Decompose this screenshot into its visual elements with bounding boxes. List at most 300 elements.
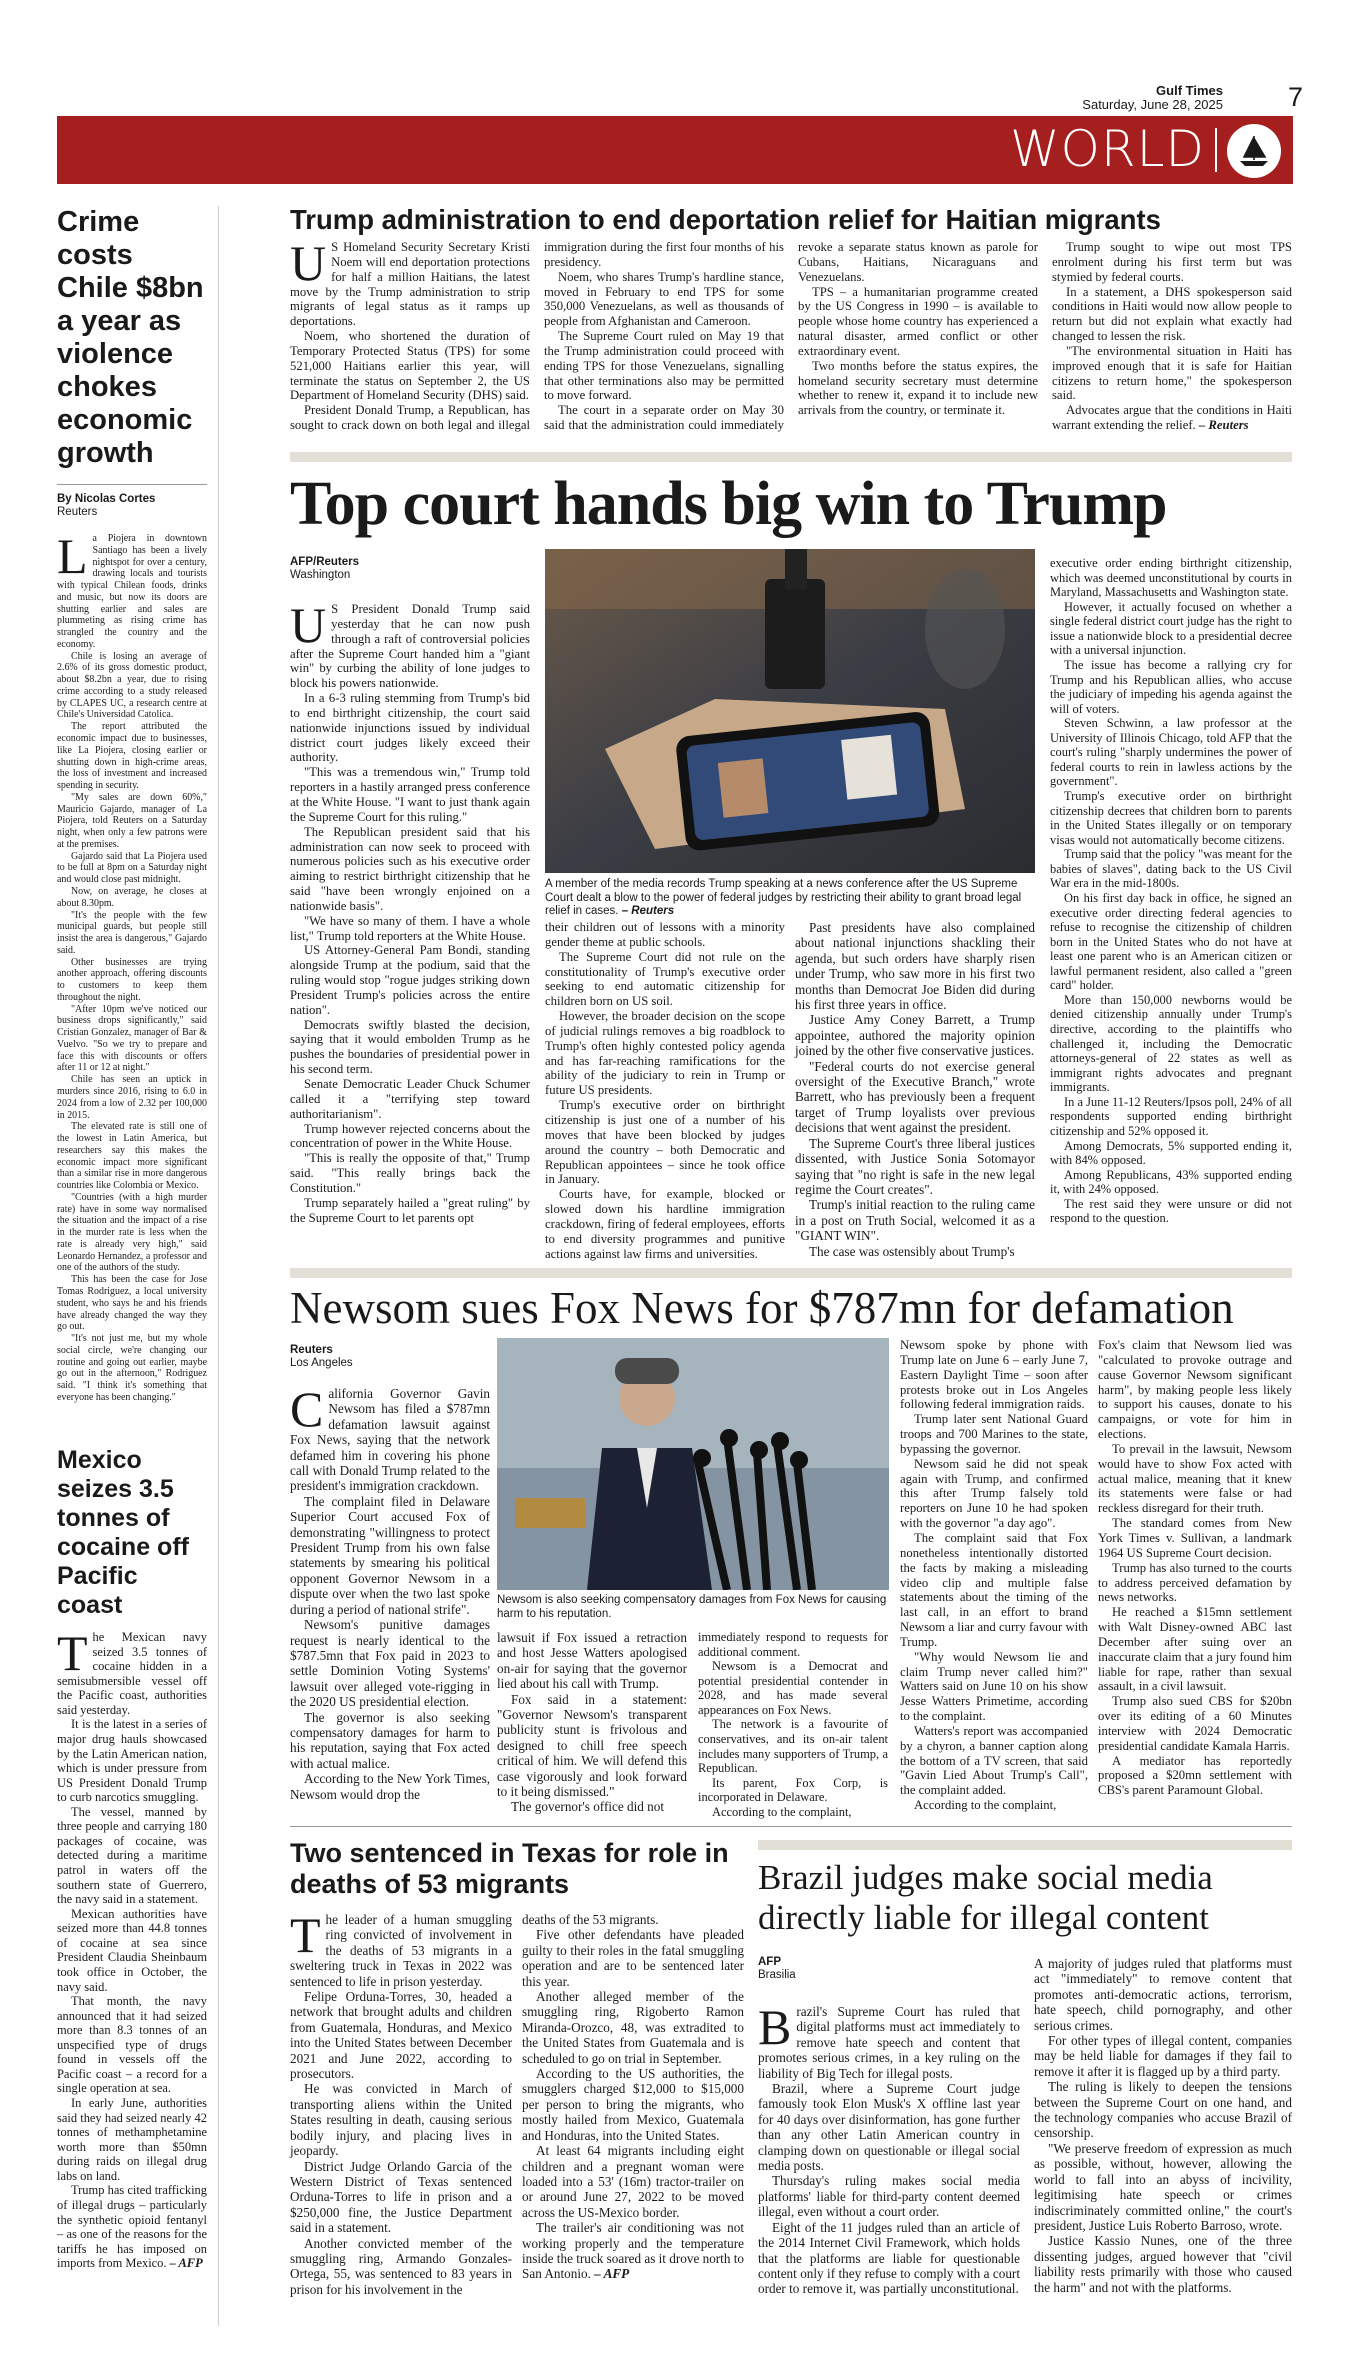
- newsom-col5-text: To prevail in the lawsuit, Newsom would have to show Fox acted with actual malice, meaning that it knew its statements were false or had reckless disregard for their truth.: [1098, 1441, 1292, 1516]
- brazil-col1-paragraph: [758, 2173, 1020, 2219]
- court-col1-text: The Republican president said that his administration can now seek to proceed with numerous policies such as his executive order aiming to restrict birthright citizenship that he said "have been wrongly enjoined on a nationwide basis".: [290, 824, 530, 913]
- newsom-col4-text: "Why would Newsom lie and claim Trump never called him?" Watters said on June 10 on his show Jesse Watters Primetime, according to the complaint.: [900, 1649, 1088, 1724]
- newsom-col1-paragraph: [290, 1494, 490, 1617]
- court-col2-paragraph: [545, 920, 785, 950]
- haiti-body-text: Advocates argue that the conditions in Haiti warrant extending the relief.: [1052, 403, 1292, 433]
- newsom-col5-paragraph: [1098, 1442, 1292, 1516]
- mexico-body-text: Trump has cited trafficking of illegal drugs – particularly the synthetic opioid fentanyl – as one of the reasons for the tariffs he has imposed on imports from Mexico.: [57, 2183, 207, 2271]
- haiti-article: [290, 204, 1292, 440]
- chile-body-text: The elevated rate is still one of the lowest in Latin America, but researchers say this makes the economic impact more significant than a similar rise in more dangerous countries like Colombia or Mexico.: [57, 1121, 207, 1192]
- chile-body-text: The report attributed the economic impact due to businesses, like La Piojera, closing earlier or shutting down in high-crime areas, the loss of investment and increased spending in security.: [57, 721, 207, 792]
- texas-col2-paragraph: [522, 2066, 744, 2143]
- mexico-body-text: he Mexican navy seized 3.5 tonnes of cocaine hidden in a semisubmersible vessel off the Pacific coast, authorities said yesterday.: [57, 1630, 207, 1717]
- court-col3-text: Justice Amy Coney Barrett, a Trump appointee, authored the majority opinion joined by the other five conservative justices.: [795, 1012, 1035, 1059]
- mexico-body-paragraph: [57, 2183, 207, 2270]
- mexico-body-paragraph: [57, 2096, 207, 2183]
- newsom-col5-text: Fox's claim that Newsom lied was "calculated to provoke outrage and cause Governor Newsom significant harm", by making people less likely to support his causes, donate to his campaigns, or vote for him in elections.: [1098, 1338, 1292, 1442]
- brazil-col1: [758, 1956, 1020, 2297]
- newsom-col4-text: Newsom said he did not speak again with Trump, and confirmed this after Trump falsely told reporters on June 10 he had spoken with the governor "a day ago".: [900, 1456, 1088, 1531]
- texas-col2-paragraph: [522, 1927, 744, 1989]
- court-agency: AFP/Reuters: [290, 556, 360, 568]
- court-col1-text: US Attorney-General Pam Bondi, standing alongside Trump at the podium, said that the ruling would stop "rogue judges striking down President Trump's policies across the entire nation".: [290, 943, 530, 1017]
- court-caption-credit: – Reuters: [621, 905, 675, 917]
- chile-body-text: Other businesses are trying another approach, offering discounts to customers to keep them throughout the night.: [57, 956, 207, 1003]
- court-col4-paragraph: [1050, 600, 1292, 658]
- newsom-col5-text: Trump has also turned to the courts to address perceived defamation by news networks.: [1098, 1560, 1292, 1605]
- court-col2-text: The Supreme Court did not rule on the constitutionality of Trump's executive order seeking to end automatic citizenship for children born on US soil.: [545, 949, 785, 1009]
- newsom-col3-paragraph: [698, 1776, 888, 1805]
- chile-headline: Crime costs Chile $8bn a year as violence chokes economic growth: [57, 206, 204, 469]
- brazil-col1-body: [758, 1999, 1020, 2297]
- texas-col1-paragraph: [290, 1907, 512, 1989]
- court-col3-text: Trump's initial reaction to the ruling came in a post on Truth Social, welcomed it as a "GIANT WIN".: [795, 1197, 1035, 1244]
- newsom-col5-text: He reached a $15mn settlement with Walt Disney-owned ABC last December after suing over an inaccurate claim that a jury found him liable for rape, rather than sexual assault, in a civil lawsuit.: [1098, 1605, 1292, 1694]
- chile-byline: [57, 493, 207, 519]
- newsom-col3-text: Newsom is a Democrat and potential presidential contender in 2028, and has made several appearances on Fox News.: [698, 1659, 888, 1717]
- haiti-body-text: In a statement, a DHS spokesperson said conditions in Haiti would now allow people to return but did not explain what exactly had changed to lessen the risk.: [1052, 284, 1292, 344]
- court-col1-paragraph: [290, 597, 530, 691]
- brazil-col1-paragraph: [758, 2220, 1020, 2297]
- chile-body-text: This has been the case for Jose Tomas Rodriguez, a local university student, who says he and his friends have already changed the way they go out.: [57, 1274, 207, 1333]
- court-col2-body: [545, 920, 785, 1261]
- chile-body-paragraph: [57, 1121, 207, 1192]
- newsom-col2-text: Fox said in a statement: "Governor Newsom's transparent publicity stunt is frivolous and designed to chill free speech critical of him. We will defend this case vigorously and look forward to it being dismissed.": [497, 1691, 687, 1800]
- court-col4-paragraph: [1050, 1139, 1292, 1168]
- court-col3-paragraph: [795, 1012, 1035, 1058]
- texas-headline: Two sentenced in Texas for role in deaths of 53 migrants: [290, 1838, 729, 1899]
- haiti-body-text: "The environmental situation in Haiti has improved enough that it is safe for Haitian citizens to return home," the spokesperson said.: [1052, 343, 1292, 403]
- court-col2-text: their children out of lessons with a minority gender theme at public schools.: [545, 920, 785, 949]
- texas-col2-text: At least 64 migrants including eight children and a pregnant woman were loaded into a 53' (16m) tractor-trailer on or around June 27, 2022 to be moved across the US-Mexico border.: [522, 2143, 744, 2220]
- haiti-body-text: Two months before the status expires, the homeland security secretary must determine whether to renew it, expand it to include new arrivals from the country, or terminate it.: [798, 358, 1038, 418]
- newsom-col3-text: According to the complaint,: [712, 1804, 852, 1819]
- newsom-podium-image: [497, 1338, 889, 1590]
- newsom-col3-paragraph: [698, 1659, 888, 1717]
- haiti-body-paragraph: [798, 359, 1038, 418]
- newsom-col5-paragraph: [1098, 1754, 1292, 1799]
- texas-col2-text: deaths of the 53 migrants.: [522, 1912, 659, 1927]
- texas-col1-paragraph: [290, 2159, 512, 2236]
- newsom-col5-text: A mediator has reportedly proposed a $20mn settlement with CBS's parent Paramount Global.: [1098, 1753, 1292, 1798]
- newsom-col5-paragraph: [1098, 1516, 1292, 1561]
- court-col1-text: Trump however rejected concerns about the concentration of power in the White House.: [290, 1121, 530, 1151]
- newsom-col4-paragraph: [900, 1457, 1088, 1531]
- publication-name: Gulf Times: [1156, 83, 1223, 98]
- texas-col1-text: Felipe Orduna-Torres, 30, headed a network that brought adults and children from Guatemala, Honduras, and Mexico into the United States between December 2021 and June 2022, according to prosecutors.: [290, 1989, 512, 2082]
- texas-col2-text: The trailer's air conditioning was not working properly and the temperature inside the truck soared as it drove north to San Antonio.: [522, 2220, 744, 2282]
- court-col3-paragraph: [795, 920, 1035, 1012]
- newsom-agency: Reuters: [290, 1344, 333, 1356]
- newsom-col4-paragraph: [900, 1650, 1088, 1724]
- mexico-body-dropcap: T: [57, 1625, 88, 1681]
- court-col4-text: Steven Schwinn, a law professor at the University of Illinois Chicago, told AFP that the court's ruling "sharply undermines the power of federal courts to rein in lawless actions by the government".: [1050, 716, 1292, 789]
- court-col2-paragraph: [545, 1009, 785, 1098]
- brazil-col1-paragraph: [758, 1999, 1020, 2081]
- court-col4-text: In a June 11-12 Reuters/Ipsos poll, 24% of all respondents supported ending birthright citizenship and 52% opposed it.: [1050, 1094, 1292, 1138]
- chile-body-paragraph: [57, 1074, 207, 1121]
- chile-rule: [57, 484, 207, 485]
- court-col4-text: More than 150,000 newborns would be denied citizenship annually under Trump's directive, according to the plaintiffs who challenged it, including the Democratic attorneys-general of 22 states as well as immigrant rights advocates and pregnant immigrants.: [1050, 992, 1292, 1095]
- court-col1-text: In a 6-3 ruling stemming from Trump's bid to end birthright citizenship, the court said nationwide injunctions issued by individual district court judges likely exceed their authority.: [290, 691, 530, 765]
- newsom-col2-text: The governor's office did not: [511, 1799, 665, 1815]
- press-conference-image: [545, 549, 1035, 873]
- haiti-body-text: Noem, who shares Trump's hardline stance, moved in February to end TPS for some 350,000 Venezuelans, as well as thousands of people from Afghanistan and Cameroon.: [544, 269, 784, 329]
- court-col3-text: Past presidents have also complained about national injunctions shackling their agenda, but such orders have sharply risen under Trump, who saw more in his first two months than Democrat Joe Biden did during his first three years in office.: [795, 920, 1035, 1013]
- newsom-col2-text: lawsuit if Fox issued a retraction and host Jesse Watters apologised on-air for saying that the governor lied about his call with Trump.: [497, 1630, 687, 1692]
- haiti-body-paragraph: [1052, 403, 1292, 433]
- court-col1-paragraph: [290, 691, 530, 765]
- texas-col1-paragraph: [290, 2236, 512, 2298]
- chile-body-paragraph: [57, 528, 207, 651]
- court-col1-paragraph: [290, 765, 530, 824]
- brazil-article: [758, 1858, 1292, 1938]
- texas-col1-text: He was convicted in March of transporting aliens within the United States resulting in death, causing serious bodily injury, and placing lives in jeopardy.: [290, 2081, 512, 2159]
- court-col1-paragraph: [290, 1196, 530, 1226]
- court-headline: Top court hands big win to Trump: [290, 470, 1167, 538]
- court-col3-body: [795, 920, 1035, 1259]
- newsom-col2-paragraph: [497, 1799, 687, 1814]
- court-col1-paragraph: [290, 1077, 530, 1122]
- brazil-byline: [758, 1956, 1020, 1982]
- masthead: [0, 0, 1351, 116]
- court-col1-paragraph: [290, 1151, 530, 1196]
- haiti-body-paragraph: [1052, 285, 1292, 344]
- section-title: WORLD: [1010, 120, 1205, 178]
- chile-body-paragraph: [57, 651, 207, 722]
- newsom-article: [290, 1282, 1292, 1334]
- chile-body-text: Now, on average, he closes at about 8.30pm.: [57, 885, 207, 909]
- court-col4-text: Among Republicans, 43% supported ending it, with 24% opposed.: [1050, 1167, 1292, 1197]
- haiti-body-text: The court in a separate order on May 30 said that the administration could immediately revoke a separate status known as parole for Cubans, Haitians, Nicaraguans and Venezuelans.: [544, 240, 1038, 433]
- newsom-col4-paragraph: [900, 1338, 1088, 1412]
- court-col4-body: [1050, 556, 1292, 1226]
- haiti-headline: Trump administration to end deportation relief for Haitian migrants: [290, 204, 1161, 235]
- chile-body-paragraph: [57, 910, 207, 957]
- court-col1-paragraph: [290, 825, 530, 914]
- court-caption-text: A member of the media records Trump speaking at a news conference after the US Supreme Court dealt a blow to the power of federal judges by restricting their ability to grant broad legal relief in cases.: [545, 878, 1022, 917]
- chile-body-paragraph: [57, 721, 207, 792]
- brazil-col2-body: [1034, 1956, 1292, 2295]
- court-col4-text: Trump's executive order on birthright citizenship decrees that children born to parents in the United States illegally or on temporary visas would not automatically become citizens.: [1050, 789, 1292, 847]
- chile-body-paragraph: [57, 1004, 207, 1075]
- court-col1-paragraph: [290, 943, 530, 1017]
- haiti-body-paragraph: [544, 329, 784, 403]
- newsom-col4-text: Watters's report was accompanied by a chyron, a banner caption along the bottom of a TV screen, that said "Gavin Lied About Trump's Call", the complaint added.: [900, 1723, 1088, 1798]
- haiti-body-paragraph: [798, 285, 1038, 359]
- newsom-col4-text: According to the complaint,: [914, 1798, 1057, 1813]
- texas-col1-text: Another convicted member of the smuggling ring, Armando Gonzales-Ortega, 55, was sentenced to 83 years in prison for his involvement in the: [290, 2235, 512, 2297]
- newsom-col1-text: alifornia Governor Gavin Newsom has filed a $787mn defamation lawsuit against Fox News, saying that the network defamed him in covering his phone call with Donald Trump related to the president's immigration crackdown.: [290, 1386, 490, 1494]
- mexico-body-text: That month, the navy announced that it had seized more than 8.3 tonnes of an unspecified type of drugs found in vessels off the Pacific coast – a record for a single operation at sea.: [57, 1994, 207, 2096]
- court-caption: [545, 878, 1035, 919]
- court-col3-text: The case was ostensibly about Trump's: [809, 1243, 1015, 1259]
- chile-body-text: "It's the people with the few municipal guards, but people still insist the area is dangerous," Gajardo said.: [57, 909, 207, 956]
- court-col4-text: executive order ending birthright citizenship, which was deemed unconstitutional by courts in Maryland, Massachusetts and Washington state.: [1050, 556, 1292, 600]
- texas-col1-body: [290, 1907, 512, 2297]
- mexico-body: [57, 1625, 207, 2271]
- newsom-col2-body: [497, 1630, 687, 1815]
- haiti-body-signoff: – Reuters: [1195, 418, 1249, 433]
- chile-author: By Nicolas Cortes: [57, 493, 156, 505]
- haiti-body-text: The Supreme Court ruled on May 19 that the Trump administration could proceed with ending TPS for those Venezuelans, signalling that other terminations also may be permitted to move forward.: [544, 329, 784, 403]
- section-banner: [57, 116, 1293, 184]
- texas-col1-text: District Judge Orlando Garcia of the Western District of Texas sentenced Orduna-Torres to life in prison and a $250,000 fine, the Justice Department said in a statement.: [290, 2158, 512, 2236]
- mexico-body-text: In early June, authorities said they had seized nearly 42 tonnes of methamphetamine worth more than $50mn during raids on illegal drug labs on land.: [57, 2096, 207, 2183]
- haiti-body-paragraph: [290, 235, 530, 329]
- court-col4-paragraph: [1050, 658, 1292, 716]
- court-col4-paragraph: [1050, 1095, 1292, 1139]
- haiti-body-paragraph: [290, 329, 530, 403]
- brazil-col2-paragraph: [1034, 2141, 1292, 2233]
- court-col3-text: The Supreme Court's three liberal justices dissented, with Justice Sonia Sotomayor saying that "no right is safe in the new legal regime the Court creates".: [795, 1135, 1035, 1197]
- haiti-body-text: Trump sought to wipe out most TPS enrolment during his first term but was stymied by federal courts.: [1052, 240, 1292, 284]
- court-col4-text: Trump said that the policy "was meant for the babies of slaves", dating back to the US Civil War era in the mid-1800s.: [1050, 847, 1292, 891]
- chile-body-text: "Countries (with a high murder rate) have in some way normalised the situation and the impact of a rise in the murder rate is less when the rate is already very high," said Leonardo Hernandez, a professor and one of the authors of the study.: [57, 1191, 207, 1274]
- chile-body-paragraph: [57, 1333, 207, 1404]
- court-col4-paragraph: [1050, 556, 1292, 600]
- mexico-body-paragraph: [57, 1994, 207, 2096]
- newsom-col4-paragraph: [900, 1531, 1088, 1650]
- court-col4-text: On his first day back in office, he signed an executive order directing federal agencies to refuse to recognise the citizenship of children born in the United States who do not have at least one parent who is an American citizen or lawful permanent resident, also called a "green card" holder.: [1050, 890, 1292, 993]
- court-col4-paragraph: [1050, 993, 1292, 1095]
- court-col4-text: However, it actually focused on whether a single federal district court judge has the right to issue a nationwide block to a presidential decree with a universal injunction.: [1050, 599, 1292, 658]
- newsom-col1: [290, 1344, 490, 1802]
- mexico-headline: Mexico seizes 3.5 tonnes of cocaine off Pacific coast: [57, 1446, 189, 1619]
- court-col1-dropcap: U: [290, 597, 327, 653]
- brazil-col2-text: For other types of illegal content, companies may be held liable for damages if they fail to remove it after it is flagged up by a third party.: [1034, 2033, 1292, 2079]
- haiti-body: [290, 235, 1292, 440]
- brazil-col2-text: Justice Kassio Nunes, one of the three dissenting judges, argued however that "civil liability rests primarily with those who caused the harm" and not with the platforms.: [1034, 2233, 1292, 2295]
- court-col4-text: Among Democrats, 5% supported ending it, with 84% opposed.: [1050, 1138, 1292, 1168]
- newsom-col3-paragraph: [698, 1717, 888, 1775]
- court-article: [290, 466, 1292, 542]
- newsom-col5-paragraph: [1098, 1561, 1292, 1606]
- left-column-divider: [218, 206, 219, 2326]
- newsom-dateline: Los Angeles: [290, 1357, 353, 1369]
- newsom-col1-text: Newsom's punitive damages request is nearly identical to the $787.5mn that Fox paid in 2023 to settle Dominion Voting Systems' lawsuit over alleged vote-rigging in the 2020 US presidential election.: [290, 1617, 490, 1710]
- court-col4-paragraph: [1050, 789, 1292, 847]
- mexico-body-text: The vessel, manned by three people and carrying 180 packages of cocaine, was detected during a maritime patrol in waters off the southern state of Guerrero, the navy said in a statement.: [57, 1804, 207, 1907]
- newsom-col3-text: immediately respond to requests for additional comment.: [698, 1630, 888, 1659]
- brazil-col2-text: A majority of judges ruled that platforms must act "immediately" to remove content that promotes anti-democratic actions, terrorism, hate speech, child pornography, and other serious crimes.: [1034, 1956, 1292, 2033]
- texas-article: [290, 1838, 750, 1900]
- mexico-body-paragraph: [57, 1625, 207, 1717]
- haiti-body-text: S Homeland Security Secretary Kristi Noem will end deportation protections for half a million Haitians, the latest move by the Trump administration to strip migrants of legal status as it ramps up deportations.: [290, 240, 530, 329]
- court-col2-text: However, the broader decision on the scope of judicial rulings removes a big roadblock to Trump's often highly contested policy agenda and has far-reaching ramifications for the ability of the judiciary to rein in Trump or future US presidents.: [545, 1009, 785, 1098]
- haiti-divider: [290, 452, 1292, 462]
- newsom-col1-paragraph: [290, 1381, 490, 1494]
- haiti-body-text: TPS – a humanitarian programme created by the US Congress in 1990 – is available to people whose home country has experienced a natural disaster, armed conflict or other extraordinary event.: [798, 284, 1038, 358]
- texas-col2-text: According to the US authorities, the smugglers charged $12,000 to $15,000 per person to bring the migrants, who mostly hailed from Mexico, Guatemala and Honduras, into the United States.: [522, 2066, 744, 2143]
- newsom-col3-paragraph: [698, 1805, 888, 1820]
- court-col4-paragraph: [1050, 1168, 1292, 1197]
- chile-body-paragraph: [57, 886, 207, 910]
- chile-body-paragraph: [57, 1274, 207, 1333]
- newsom-col1-paragraph: [290, 1710, 490, 1772]
- chile-body: [57, 528, 207, 1404]
- court-col2-paragraph: [545, 1187, 785, 1261]
- brazil-headline: Brazil judges make social media directly liable for illegal content: [758, 1858, 1213, 1937]
- texas-col1-paragraph: [290, 1989, 512, 2081]
- brazil-col2-paragraph: [1034, 1956, 1292, 2033]
- texas-col2-paragraph: [522, 1989, 744, 2066]
- newsom-byline: [290, 1344, 490, 1370]
- brazil-dateline: Brasilia: [758, 1969, 796, 1981]
- court-col1-text: Trump separately hailed a "great ruling" by the Supreme Court to let parents opt: [290, 1195, 530, 1225]
- court-col4-paragraph: [1050, 1197, 1292, 1226]
- newsom-col4-paragraph: [900, 1798, 1088, 1813]
- newsom-col4-text: Newsom spoke by phone with Trump late on June 6 – early June 7, Eastern Daylight Time – soon after protests broke out in Los Angeles following federal immigration raids.: [900, 1338, 1088, 1412]
- mexico-body-text: Mexican authorities have seized more than 44.8 tonnes of cocaine at sea since President Claudia Sheinbaum took office in October, the navy said.: [57, 1906, 207, 1994]
- brazil-col2-paragraph: [1034, 2033, 1292, 2079]
- court-col1-paragraph: [290, 914, 530, 944]
- court-photo: [545, 549, 1035, 873]
- newsom-photo: [497, 1338, 889, 1590]
- court-col3-paragraph: [795, 1059, 1035, 1136]
- court-col1-paragraph: [290, 1122, 530, 1152]
- court-col2-text: Courts have, for example, blocked or slowed down his hardline immigration crackdown, firing of federal employees, efforts to end diversity programmes and punitive actions against law firms and universities.: [545, 1187, 785, 1261]
- newsom-divider: [290, 1826, 1292, 1827]
- court-col1-text: "This was a tremendous win," Trump told reporters in a hastily arranged press conference at the White House. "I want to just thank again the Supreme Court for this ruling.": [290, 765, 530, 824]
- publication-info: [1082, 84, 1223, 112]
- court-col4-text: The rest said they were unsure or did not respond to the question.: [1050, 1196, 1292, 1226]
- haiti-body-dropcap: U: [290, 235, 327, 291]
- texas-col2-text: Another alleged member of the smuggling ring, Rigoberto Ramon Miranda-Orozco, 48, was extradited to the United States from Guatemala and is scheduled to go on trial in September.: [522, 1989, 744, 2066]
- newsom-col5-body: [1098, 1338, 1292, 1798]
- haiti-body-paragraph: [1052, 344, 1292, 403]
- newsom-col5-text: The standard comes from New York Times v. Sullivan, a landmark 1964 US Supreme Court decision.: [1098, 1516, 1292, 1560]
- brazil-col1-text: Eight of the 11 judges ruled than an article of the 2014 Internet Civil Framework, which holds that the platforms are liable for questionable content only if they refuse to comply with a court order to remove it, was partially unconstitutional.: [758, 2219, 1020, 2297]
- chile-body-text: Chile has seen an uptick in murders since 2016, rising to 6.0 in 2024 from a low of 2.32 per 100,000 in 2015.: [57, 1074, 207, 1121]
- newsom-col1-text: The governor is also seeking compensatory damages for harm to his reputation, saying that Fox acted with actual malice.: [290, 1709, 490, 1771]
- texas-col2-paragraph: [522, 2220, 744, 2282]
- chile-body-paragraph: [57, 957, 207, 1004]
- texas-col1-dropcap: T: [290, 1907, 321, 1963]
- court-col4-paragraph: [1050, 891, 1292, 993]
- brazil-col1-text: razil's Supreme Court has ruled that digital platforms must act immediately to remove hate speech and content that promotes serious crimes, in a key ruling on the liability of Big Tech for illegal posts.: [758, 2004, 1020, 2081]
- court-col4-paragraph: [1050, 716, 1292, 789]
- court-col1-paragraph: [290, 1018, 530, 1077]
- chile-agency: Reuters: [57, 506, 98, 518]
- brazil-top-rule: [758, 1840, 1292, 1850]
- mexico-article: [57, 1446, 207, 2271]
- texas-col1-paragraph: [290, 2081, 512, 2158]
- court-col1-text: "This is really the opposite of that," Trump said. "This really brings back the Constitution.": [290, 1151, 530, 1195]
- chile-body-text: "My sales are down 60%," Mauricio Gajardo, manager of La Piojera, told Reuters on a Saturday night, when only a few patrons were at the premises.: [57, 791, 207, 850]
- court-col1-text: S President Donald Trump said yesterday that he can now push through a raft of controversial policies after the Supreme Court handed him a "giant win" by curbing the ability of lone judges to block his powers nationwide.: [290, 602, 530, 691]
- brazil-col1-paragraph: [758, 2081, 1020, 2173]
- court-col2-paragraph: [545, 950, 785, 1009]
- newsom-col5-paragraph: [1098, 1694, 1292, 1753]
- haiti-body-paragraph: [1052, 240, 1292, 285]
- chile-body-text: a Piojera in downtown Santiago has been a lively nightspot for over a century, drawing locals and tourists with typical Chilean foods, drinks and music, but now its doors are shutting earlier and sales are plummeting as rising crime has strangled the country and the economy.: [57, 533, 207, 650]
- newsom-col4-paragraph: [900, 1724, 1088, 1798]
- court-col1-text: Senate Democratic Leader Chuck Schumer called it a "terrifying step toward authoritarianism".: [290, 1077, 530, 1121]
- chile-body-paragraph: [57, 1192, 207, 1274]
- texas-col2-paragraph: [522, 1912, 744, 1927]
- brazil-col1-text: Thursday's ruling makes social media platforms' liable for third-party content deemed illegal, even without a court order.: [758, 2173, 1020, 2220]
- court-col2-text: Trump's executive order on birthright citizenship is just one of a number of his moves that have been blocked by judges around the country – both Democratic and Republican appointees – since he took office in January.: [545, 1098, 785, 1187]
- court-divider: [290, 1268, 1292, 1278]
- haiti-body-text: Noem, who shortened the duration of Temporary Protected Status (TPS) for some 521,000 Haitians earlier this year, will terminate the status on September 2, the US Department of Homeland Security (DHS) said.: [290, 329, 530, 403]
- court-col3-paragraph: [795, 1197, 1035, 1243]
- newsom-headline: Newsom sues Fox News for $787mn for defamation: [290, 1283, 1234, 1333]
- brazil-col1-text: Brazil, where a Supreme Court judge famously took Elon Musk's X offline last year for 40 days over disinformation, has gone further than any other Latin American country in clamping down on questionable or illegal social media posts.: [758, 2081, 1020, 2174]
- texas-col1-text: he leader of a human smuggling ring convicted of involvement in the deaths of 53 migrants in a sweltering truck in Texas in 2022 was sentenced to life in prison yesterday.: [290, 1912, 512, 1989]
- court-dateline: Washington: [290, 569, 351, 581]
- texas-col2-body: [522, 1912, 744, 2282]
- mexico-body-paragraph: [57, 1717, 207, 1804]
- newsom-col4-text: The complaint said that Fox nonetheless intentionally distorted the facts by making a misleading video clip and multiple false statements about the timing of the last call, in an effort to brand Newsom a liar and curry favour with Trump.: [900, 1530, 1088, 1649]
- chile-body-text: "After 10pm we've noticed our business drops significantly," said Cristian Gonzalez, manager of Bar & Vuelvo. "So we try to prepare and face this with discounts or offers after 11 or 12 at night.": [57, 1003, 207, 1074]
- texas-col2-text: Five other defendants have pleaded guilty to their roles in the fatal smuggling operation and are to be sentenced later this year.: [522, 1927, 744, 1989]
- chile-body-text: Chile is losing an average of 2.6% of its gross domestic product, about $8.2bn a year, due to rising crime according to a study released by CLAPES UC, a research centre at Chile's Universidad Catolica.: [57, 650, 207, 721]
- sailboat-logo-icon: [1227, 124, 1281, 178]
- newsom-col4-body: [900, 1338, 1088, 1813]
- haiti-body-text: President Donald Trump, a Republican, has sought to crack down on both legal and illegal immigration during the first four months of his presidency.: [290, 240, 784, 433]
- newsom-col1-paragraph: [290, 1771, 490, 1802]
- court-col1-text: Democrats swiftly blasted the decision, saying that it would embolden Trump as he pushes the boundaries of presidential power in his second term.: [290, 1017, 530, 1077]
- newsom-col2-paragraph: [497, 1692, 687, 1800]
- brazil-col2-text: The ruling is likely to deepen the tensions between the Supreme Court on one hand, and the technology companies who accuse Brazil of censorship.: [1034, 2079, 1292, 2141]
- newsom-caption: Newsom is also seeking compensatory damages from Fox News for causing harm to his reputation.: [497, 1594, 887, 1620]
- newsom-col5-paragraph: [1098, 1605, 1292, 1694]
- newsom-col4-text: Trump later sent National Guard troops and 700 Marines to the state, bypassing the governor.: [900, 1412, 1088, 1456]
- newsom-col4-paragraph: [900, 1412, 1088, 1457]
- mexico-body-paragraph: [57, 1805, 207, 1907]
- court-col3-paragraph: [795, 1136, 1035, 1198]
- banner-divider: [1215, 128, 1217, 172]
- newsom-col1-body: [290, 1381, 490, 1802]
- haiti-body-paragraph: [544, 270, 784, 329]
- newsom-col1-paragraph: [290, 1617, 490, 1709]
- page-number: 7: [1287, 82, 1303, 112]
- mexico-body-paragraph: [57, 1907, 207, 1994]
- newsom-col1-text: According to the New York Times, Newsom would drop the: [290, 1771, 490, 1802]
- publication-date: Saturday, June 28, 2025: [1082, 97, 1223, 112]
- court-col2-paragraph: [545, 1098, 785, 1187]
- chile-body-dropcap: L: [57, 528, 88, 584]
- court-col1: [290, 556, 530, 1225]
- court-col1-body: [290, 597, 530, 1225]
- newsom-col1-text: The complaint filed in Delaware Superior Court accused Fox of demonstrating "willingness to protect President Trump from his own false statements by smearing his political opponent Governor Newsom in a dispute over when the two last spoke during a period of national strife".: [290, 1493, 490, 1617]
- court-byline: [290, 556, 530, 582]
- brazil-col2-text: "We preserve freedom of expression as much as possible, without, however, allowing the world to fall into an abyss of incivility, legitimising hate speech or crimes indiscriminately committed online," the court's president, Justice Luis Roberto Barroso, wrote.: [1034, 2140, 1292, 2233]
- texas-col2-paragraph: [522, 2143, 744, 2220]
- court-col3-paragraph: [795, 1244, 1035, 1259]
- chile-body-paragraph: [57, 792, 207, 851]
- newsom-col5-text: Trump also sued CBS for $20bn over its editing of a 60 Minutes interview with 2024 Democratic presidential candidate Kamala Harris.: [1098, 1694, 1292, 1753]
- court-col3-text: "Federal courts do not exercise general oversight of the Executive Branch," wrote Barrett, who has previously been a frequent target of Trump loyalists over previous decisions that went against the president.: [795, 1058, 1035, 1136]
- texas-col2-signoff: – AFP: [590, 2266, 630, 2282]
- chile-body-text: Gajardo said that La Piojera used to be full at 8pm on a Saturday night and would close past midnight.: [57, 850, 207, 886]
- newsom-col3-text: Its parent, Fox Corp, is incorporated in Delaware.: [698, 1775, 888, 1805]
- newsom-col3-body: [698, 1630, 888, 1819]
- court-col4-paragraph: [1050, 847, 1292, 891]
- newsom-col5-paragraph: [1098, 1338, 1292, 1442]
- newsom-col3-paragraph: [698, 1630, 888, 1659]
- mexico-body-signoff: – AFP: [166, 2256, 203, 2271]
- brazil-col1-dropcap: B: [758, 1999, 792, 2055]
- chile-body-paragraph: [57, 851, 207, 886]
- newsom-col1-dropcap: C: [290, 1381, 324, 1437]
- brazil-agency: AFP: [758, 1956, 781, 1968]
- newsom-col2-paragraph: [497, 1630, 687, 1692]
- brazil-col2-paragraph: [1034, 2079, 1292, 2141]
- mexico-body-text: It is the latest in a series of major drug hauls showcased by the Latin American nation, which is under pressure from US President Donald Trump to curb narcotics smuggling.: [57, 1717, 207, 1805]
- court-col1-text: "We have so many of them. I have a whole list," Trump told reporters at the White House.: [290, 913, 530, 943]
- chile-body-text: "It's not just me, but my whole social circle, we're changing our routine and going out earlier, maybe go out in the afternoon," Rodriguez said. "I think it's something that everyone has been changing.": [57, 1333, 207, 1403]
